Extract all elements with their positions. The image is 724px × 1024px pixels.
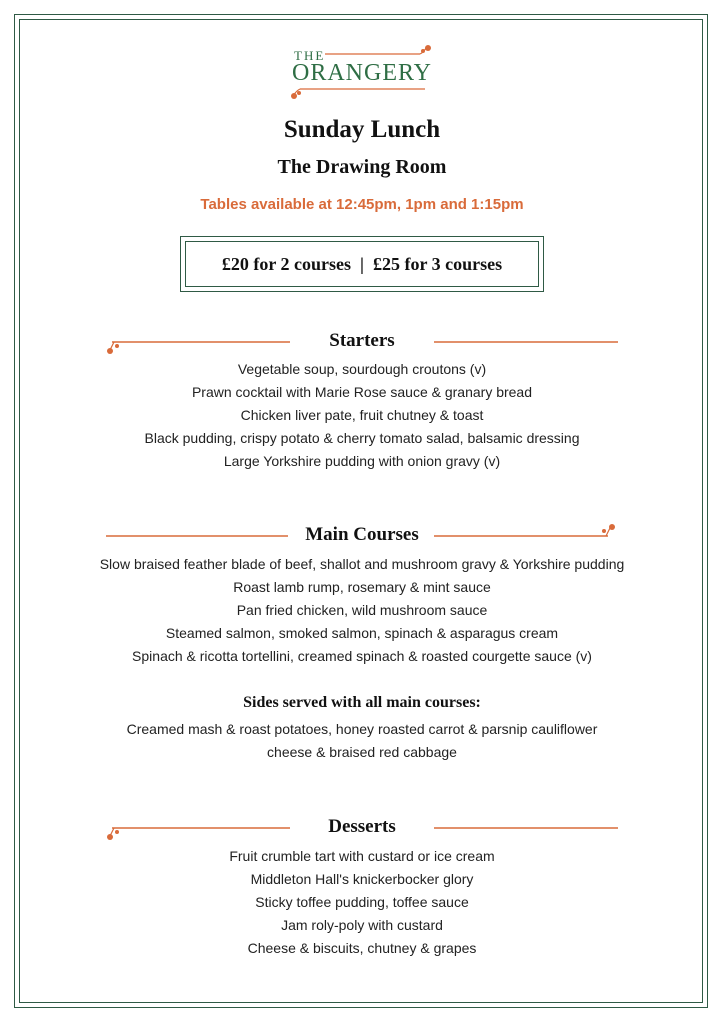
- list-item: Roast lamb rump, rosemary & mint sauce: [233, 579, 491, 595]
- pricing-text: £20 for 2 courses | £25 for 3 courses: [221, 253, 503, 274]
- table-times: Tables available at 12:45pm, 1pm and 1:15pm: [200, 196, 524, 213]
- list-item: Creamed mash & roast potatoes, honey roasted carrot & parsnip cauliflower: [126, 721, 598, 737]
- starters-heading: [0, 328, 724, 358]
- list-item: Large Yorkshire pudding with onion gravy (v): [223, 453, 501, 469]
- desserts-heading: [0, 814, 724, 844]
- list-item: Fruit crumble tart with custard or ice cream: [229, 848, 495, 864]
- list-item: Prawn cocktail with Marie Rose sauce & granary bread: [191, 384, 533, 400]
- desserts-title: Desserts: [328, 816, 396, 837]
- page-title: Sunday Lunch: [283, 116, 441, 143]
- pricing-box: [180, 236, 544, 292]
- page-subtitle: The Drawing Room: [277, 156, 447, 178]
- list-item: Chicken liver pate, fruit chutney & toast: [240, 407, 484, 423]
- logo-orangery: ORANGERY: [292, 60, 433, 86]
- starters-list: [0, 358, 724, 473]
- list-item: Jam roly-poly with custard: [281, 917, 443, 933]
- list-item: Slow braised feather blade of beef, shallot and mushroom gravy & Yorkshire pudding: [99, 556, 625, 572]
- mains-list: [0, 553, 724, 668]
- list-item: Cheese & biscuits, chutney & grapes: [247, 940, 477, 956]
- mains-title: Main Courses: [305, 524, 419, 545]
- list-item: Vegetable soup, sourdough croutons (v): [237, 361, 487, 377]
- orangery-logo: [280, 42, 440, 102]
- list-item: Black pudding, crispy potato & cherry tomato salad, balsamic dressing: [144, 430, 580, 446]
- list-item: Spinach & ricotta tortellini, creamed spinach & roasted courgette sauce (v): [132, 648, 592, 664]
- sides-list: [0, 718, 724, 764]
- list-item: cheese & braised red cabbage: [267, 744, 457, 760]
- sides-title: Sides served with all main courses:: [243, 694, 481, 711]
- mains-heading: [0, 522, 724, 552]
- list-item: Steamed salmon, smoked salmon, spinach & asparagus cream: [165, 625, 559, 641]
- list-item: Middleton Hall's knickerbocker glory: [250, 871, 474, 887]
- desserts-list: [0, 845, 724, 960]
- list-item: Pan fried chicken, wild mushroom sauce: [236, 602, 488, 618]
- starters-title: Starters: [329, 330, 395, 351]
- list-item: Sticky toffee pudding, toffee sauce: [255, 894, 469, 910]
- logo-the: THE: [294, 48, 326, 63]
